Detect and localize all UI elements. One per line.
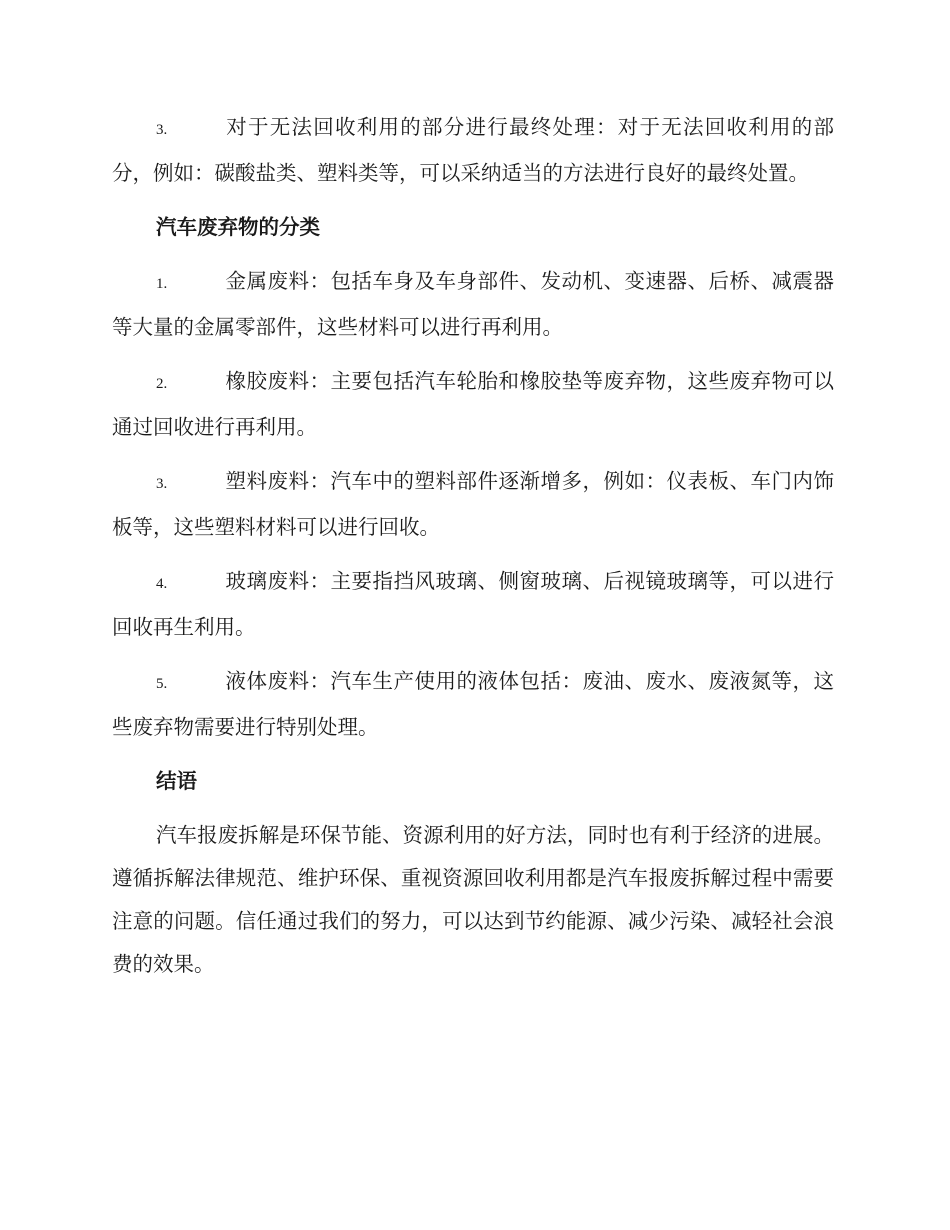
list-item (112, 460, 834, 549)
list-item-text: 液体废料：汽车生产使用的液体包括：废油、废水、废液氮等，这些废弃物需要进行特别处理。 (112, 669, 834, 739)
list-item (112, 560, 834, 649)
document-page (112, 106, 834, 997)
list-item-text: 橡胶废料：主要包括汽车轮胎和橡胶垫等废弃物，这些废弃物可以通过回收进行再利用。 (112, 369, 834, 439)
list-item (112, 106, 834, 195)
section-heading-conclusion: 结语 (156, 769, 197, 793)
list-item (112, 260, 834, 349)
section-heading-classification: 汽车废弃物的分类 (156, 215, 320, 239)
list-item-number: 2. (156, 376, 168, 392)
list-item-text: 玻璃废料：主要指挡风玻璃、侧窗玻璃、后视镜玻璃等，可以进行回收再生利用。 (112, 569, 834, 639)
conclusion-paragraph: 汽车报废拆解是环保节能、资源利用的好方法，同时也有利于经济的进展。遵循拆解法律规范、维护环保、重视资源回收利用都是汽车报废拆解过程中需要注意的问题。信任通过我们的努力，可以达到节约能源、减少污染、减轻社会浪费的效果。 (112, 823, 834, 976)
list-item-text: 对于无法回收利用的部分进行最终处理：对于无法回收利用的部分，例如：碳酸盐类、塑料类等，可以采纳适当的方法进行良好的最终处置。 (112, 115, 834, 185)
list-item-number: 3. (156, 476, 168, 492)
list-item-text: 塑料废料：汽车中的塑料部件逐渐增多，例如：仪表板、车门内饰板等，这些塑料材料可以进行回收。 (112, 469, 834, 539)
list-item-number: 4. (156, 576, 168, 592)
list-item-number: 5. (156, 676, 168, 692)
list-item-number: 1. (156, 276, 168, 292)
list-item (112, 660, 834, 749)
list-item-text: 金属废料：包括车身及车身部件、发动机、变速器、后桥、减震器等大量的金属零部件，这些材料可以进行再利用。 (112, 269, 834, 339)
list-item-number: 3. (156, 122, 168, 138)
list-item (112, 360, 834, 449)
